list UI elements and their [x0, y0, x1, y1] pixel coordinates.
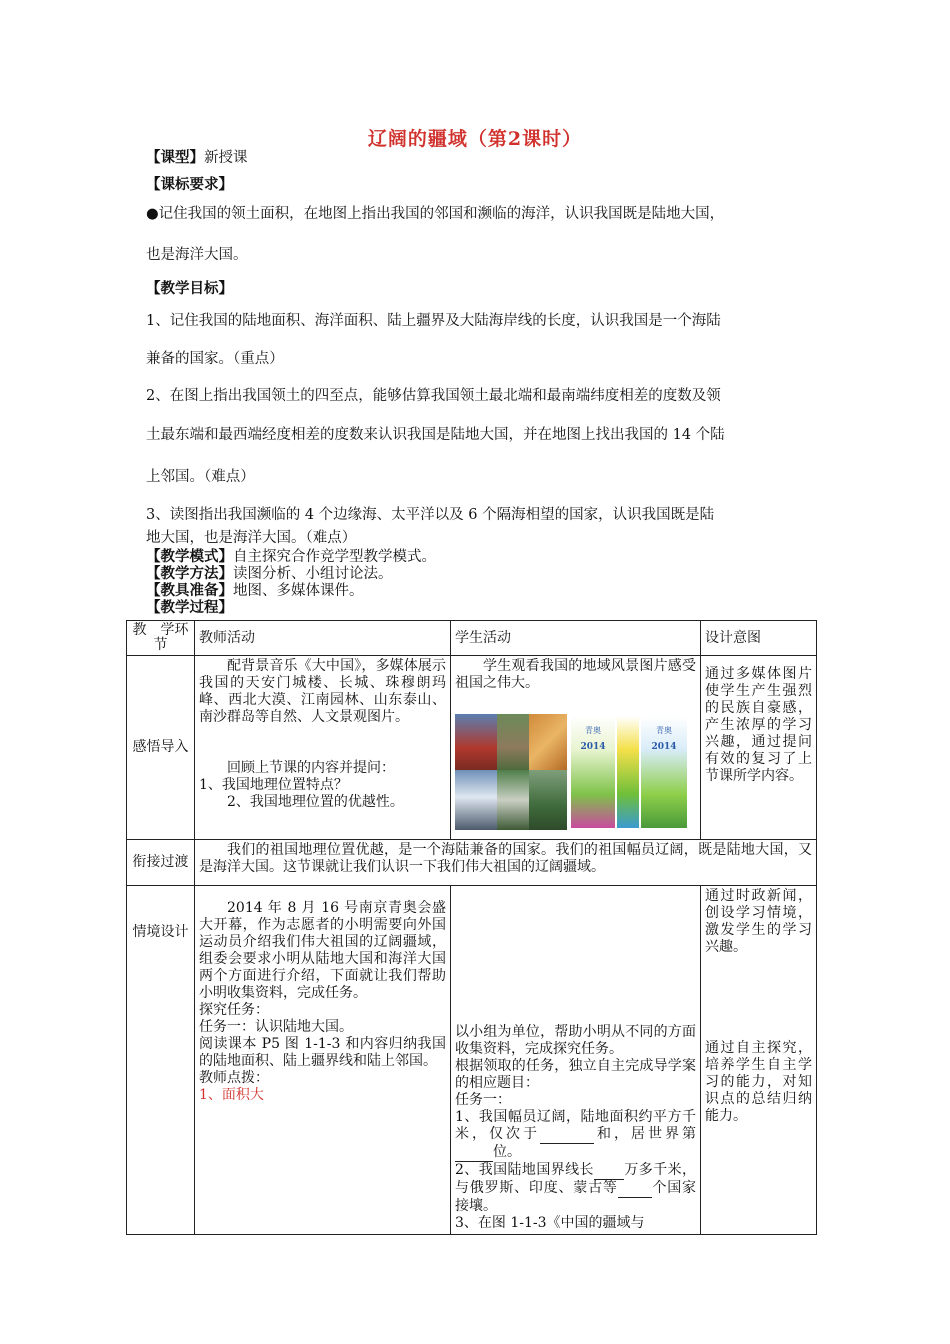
teacher-scenario-p1: 2014 年 8 月 16 号南京青奥会盛大开幕，作为志愿者的小明需要向外国运动员介绍我们伟大祖国的辽阔疆域，组委会要求小明从陆地大国和海洋大国两个方面进行介绍，下面就让我们帮助小明收集资料，完成任务。 — [199, 900, 446, 1001]
teaching-tools — [146, 582, 364, 600]
objective-line-6: 3、读图指出我国濒临的 4 个边缘海、太平洋以及 6 个隔海相望的国家，认识我国既是陆 — [146, 507, 715, 523]
lesson-type-label: 【课型】 — [146, 149, 204, 166]
mountain-photo — [455, 770, 497, 830]
q1-part-b: 平方千米，仅次于 — [455, 1109, 696, 1142]
q1-part-e: 位。 — [493, 1144, 521, 1160]
header-intent: 设计意图 — [701, 621, 817, 656]
desert-photo — [529, 714, 567, 770]
standards-line-2: 也是海洋大国。 — [146, 247, 248, 263]
student-scenario — [451, 886, 701, 1235]
scenery-images — [455, 714, 696, 834]
intent-scenario — [701, 886, 817, 1235]
q1-part-a: 1、我国幅员辽阔，陆地面积约 — [455, 1109, 653, 1125]
header-student: 学生活动 — [451, 621, 701, 656]
objective-line-2: 兼备的国家。（重点） — [146, 351, 284, 367]
process-label: 【教学过程】 — [146, 599, 233, 616]
header-teacher: 教师活动 — [195, 621, 451, 656]
teacher-scenario-l2: 任务一：认识陆地大国。 — [199, 1019, 353, 1035]
student-scenario-q1 — [455, 1109, 696, 1162]
table-row — [127, 886, 817, 1235]
teacher-intro-p1: 配背景音乐《大中国》，多媒体展示我国的天安门城楼、长城、珠穆朗玛峰、西北大漠、江南园林、山东泰山、南沙群岛等自然、人文景观图片。 — [199, 658, 446, 725]
student-scenario-q3: 3、在图 1-1-3《中国的疆域与 — [455, 1215, 645, 1231]
standards-label: 【课标要求】 — [146, 176, 233, 193]
header-stage: 教 学环节 — [127, 621, 195, 656]
q2-blank-2[interactable] — [618, 1180, 652, 1198]
student-scenario-p3: 任务一： — [455, 1092, 511, 1108]
stage-transition: 衔接过渡 — [127, 840, 195, 886]
student-scenario-p2: 根据领取的任务，独立自主完成导学案的相应题目： — [455, 1058, 696, 1091]
q2-part-b: 万多千米，与俄罗斯、印度、蒙古等 — [455, 1162, 696, 1196]
q1-blank-2[interactable] — [455, 1144, 493, 1162]
q1-part-c: 和 — [594, 1126, 614, 1142]
teaching-mode-value: 自主探究合作竞学型教学模式。 — [233, 549, 436, 565]
table-row — [127, 656, 817, 840]
teacher-intro-q2: 2、我国地理位置的优越性。 — [227, 794, 404, 810]
youth-olympics-poster-1 — [571, 716, 615, 828]
poster-3-year: 2014 — [651, 742, 677, 752]
stage-intro: 感悟导入 — [127, 656, 195, 840]
teaching-method-value: 读图分析、小组讨论法。 — [233, 566, 393, 582]
teaching-mode-label: 【教学模式】 — [146, 548, 233, 565]
intent-scenario-p1: 通过时政新闻，创设学习情境，激发学生的学习兴趣。 — [705, 888, 812, 955]
teaching-method — [146, 565, 393, 583]
garden-photo — [497, 770, 529, 830]
teaching-tools-value: 地图、多媒体课件。 — [233, 583, 364, 599]
teaching-tools-label: 【教具准备】 — [146, 582, 233, 599]
page-title: 辽阔的疆域（第2课时） — [367, 128, 583, 150]
teacher-intro-p2: 回顾上节课的内容并提问： — [227, 760, 395, 776]
great-wall-photo — [497, 714, 529, 770]
poster-1-year: 2014 — [580, 742, 606, 752]
lesson-type — [146, 148, 248, 168]
teacher-scenario-red: 1、面积大 — [199, 1087, 264, 1103]
student-intro-text: 学生观看我国的地域风景图片感受祖国之伟大。 — [455, 658, 696, 691]
table-row — [127, 840, 817, 886]
q2-part-a: 2、我国陆地国界线长 — [455, 1162, 594, 1178]
poster-3-label: 青奥 — [656, 726, 672, 735]
q1-part-d: ，居世界第 — [614, 1126, 696, 1142]
intent-scenario-p2: 通过自主探究，培养学生自主学习的能力，对知识点的总结归纳能力。 — [705, 1040, 812, 1124]
objectives-label: 【教学目标】 — [146, 280, 233, 297]
q2-blank-1[interactable] — [594, 1162, 624, 1180]
student-scenario-q2 — [455, 1162, 696, 1215]
poster-1-label: 青奥 — [585, 726, 601, 735]
teacher-scenario-l3: 阅读课本 P5 图 1-1-3 和内容归纳我国的陆地面积、陆上疆界线和陆上邻国。 — [199, 1036, 446, 1069]
intent-intro: 通过多媒体图片使学生产生强烈的民族自豪感，产生浓厚的学习兴趣，通过提问有效的复习了上节课所学内容。 — [701, 656, 817, 840]
youth-olympics-poster-3 — [641, 716, 687, 828]
teaching-method-label: 【教学方法】 — [146, 565, 233, 582]
student-intro — [451, 656, 701, 840]
transition-text: 我们的祖国地理位置优越，是一个海陆兼备的国家。我们的祖国幅员辽阔，既是陆地大国，又是海洋大国。这节课就让我们认识一下我们伟大祖国的辽阔疆域。 — [195, 840, 817, 886]
standards-line-1: ●记住我国的领土面积，在地图上指出我国的邻国和濒临的海洋，认识我国既是陆地大国， — [146, 206, 725, 222]
objective-line-3: 2、在图上指出我国领土的四至点，能够估算我国领土最北端和最南端纬度相差的度数及领 — [146, 388, 721, 404]
tiananmen-photo — [455, 714, 497, 770]
stage-scenario: 情境设计 — [127, 886, 195, 1235]
teacher-intro-q1: 1、我国地理位置特点？ — [199, 777, 348, 793]
q1-blank-1[interactable] — [540, 1126, 594, 1144]
teacher-intro — [195, 656, 451, 840]
taishan-photo — [529, 770, 567, 830]
objective-line-4: 土最东端和最西端经度相差的度数来认识我国是陆地大国，并在地图上找出我国的 14 个陆 — [146, 427, 725, 443]
objective-line-1: 1、记住我国的陆地面积、海洋面积、陆上疆界及大陆海岸线的长度，认识我国是一个海陆 — [146, 313, 721, 329]
teaching-mode — [146, 548, 436, 566]
teacher-scenario-l4: 教师点拨： — [199, 1070, 269, 1086]
teacher-scenario — [195, 886, 451, 1235]
objective-line-5: 上邻国。（难点） — [146, 469, 255, 485]
lesson-type-value: 新授课 — [204, 150, 248, 166]
table-header-row — [127, 621, 817, 656]
objective-line-7: 地大国，也是海洋大国。（难点） — [146, 530, 357, 546]
teacher-scenario-l1: 探究任务： — [199, 1002, 269, 1018]
process-table — [126, 620, 817, 1235]
student-scenario-p1: 以小组为单位，帮助小明从不同的方面收集资料，完成探究任务。 — [455, 1024, 696, 1057]
q2-part-c: 个国家接壤。 — [455, 1180, 697, 1214]
youth-olympics-poster-2 — [617, 716, 639, 828]
